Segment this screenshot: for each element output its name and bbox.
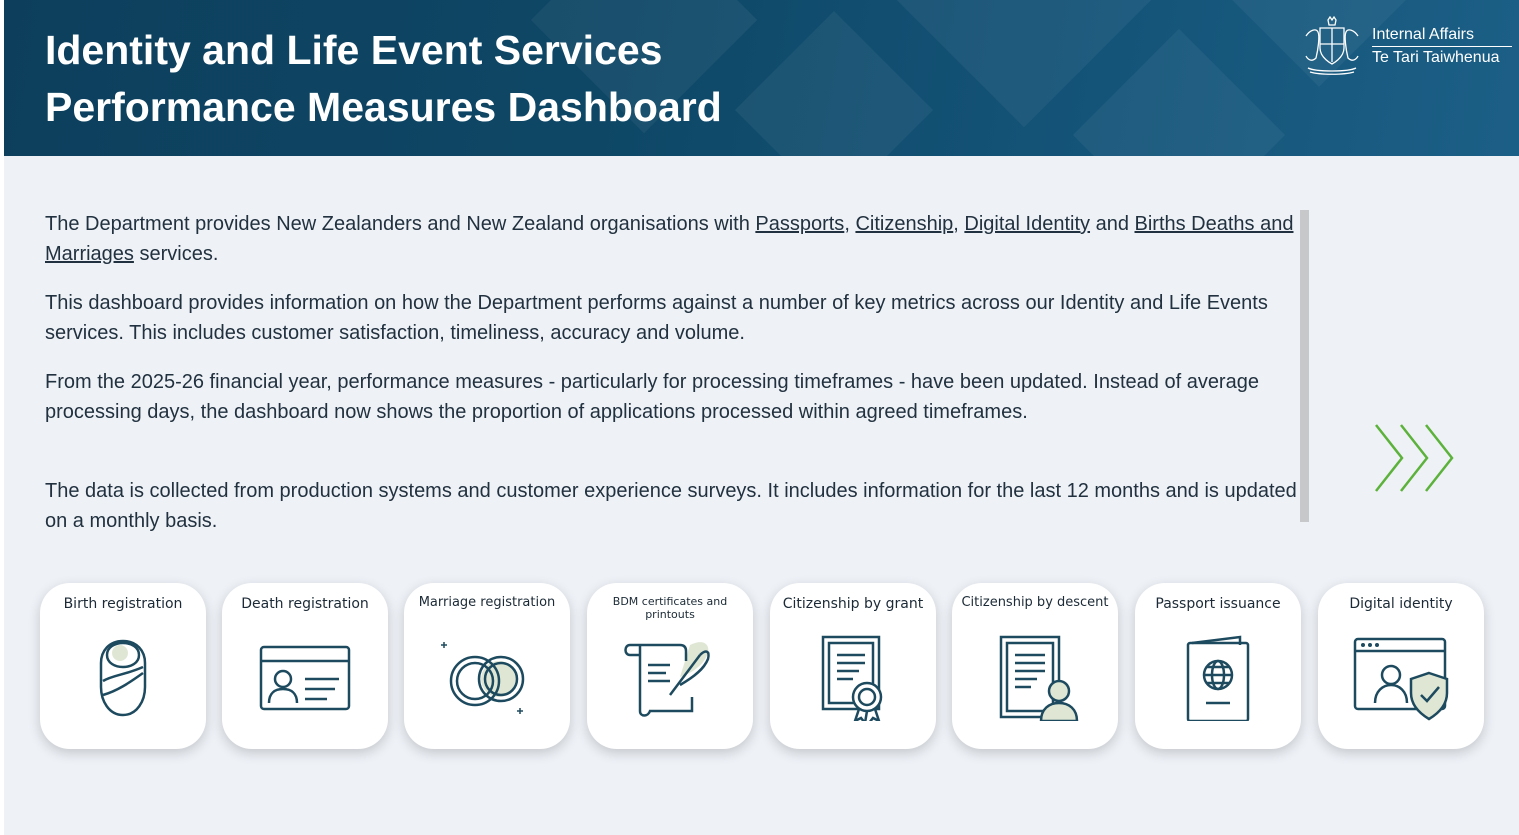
rings-icon [437, 635, 537, 721]
births-deaths-marriages-link[interactable]: Births Deaths and Marriages [45, 213, 1294, 265]
intro-paragraph-3: From the 2025-26 financial year, performance measures - particularly for processing timeframes - have been updated. Instead of average processing days, the dashboard now shows the proportion of applications processed within agreed timeframes. [45, 371, 1259, 423]
tile-label: Death registration [241, 596, 369, 612]
scroll-quill-icon [620, 635, 720, 721]
digital-identity-link[interactable]: Digital Identity [964, 213, 1091, 235]
intro-paragraph-1 [45, 210, 1300, 269]
header-banner [4, 0, 1519, 156]
id-card-icon [255, 635, 355, 721]
tile-label: Citizenship by descent [961, 595, 1109, 610]
tile-passport-issuance[interactable] [1135, 583, 1301, 749]
intro-p1-text: The Department provides New Zealanders and New Zealand organisations with [45, 213, 756, 235]
tile-citizenship-grant[interactable] [770, 583, 936, 749]
intro-paragraph-4: The data is collected from production systems and customer experience surveys. It includes information for the last 12 months and is updated on a monthly basis. [45, 480, 1297, 532]
tile-label: Digital identity [1349, 596, 1453, 612]
tile-label: Birth registration [63, 596, 183, 612]
tile-label: Passport issuance [1155, 596, 1281, 612]
logo-text-english: Internal Affairs [1372, 26, 1474, 43]
page-title [45, 22, 722, 136]
citizenship-link[interactable]: Citizenship [855, 213, 954, 235]
baby-icon [73, 635, 173, 721]
logo-text-maori: Te Tari Taiwhenua [1372, 49, 1500, 66]
digital-identity-icon [1351, 635, 1451, 721]
page [4, 0, 1519, 835]
tile-bdm-certificates[interactable] [587, 583, 753, 749]
intro-p1-sep: , [953, 213, 965, 235]
tile-death-registration[interactable] [222, 583, 388, 749]
certificate-seal-icon [803, 635, 903, 721]
page-title-line2: Performance Measures Dashboard [45, 84, 722, 130]
tile-label: BDM certificates and printouts [612, 595, 728, 621]
passports-link[interactable]: Passports [755, 213, 845, 235]
page-title-line1: Identity and Life Event Services [45, 27, 663, 73]
tile-label: Marriage registration [418, 595, 556, 610]
passport-icon [1168, 635, 1268, 721]
certificate-person-icon [985, 635, 1085, 721]
tile-citizenship-descent[interactable] [952, 583, 1118, 749]
intro-paragraph-2: This dashboard provides information on how the Department performs against a number of key metrics across our Identity and Life Events services. This includes customer satisfaction, timeliness, accuracy and volume. [45, 292, 1268, 344]
logo-divider [1372, 46, 1512, 47]
internal-affairs-logo [1300, 14, 1515, 76]
next-chevrons-icon[interactable] [1372, 423, 1458, 493]
intro-text [45, 210, 1300, 556]
tile-marriage-registration[interactable] [404, 583, 570, 749]
intro-p1-sep: , [844, 213, 856, 235]
coat-of-arms-icon [1300, 16, 1364, 76]
tile-label: Citizenship by grant [782, 596, 924, 612]
tile-digital-identity[interactable] [1318, 583, 1484, 749]
intro-p1-end: services. [133, 242, 219, 265]
tile-birth-registration[interactable] [40, 583, 206, 749]
text-scrollbar[interactable] [1300, 210, 1309, 522]
intro-p1-and: and [1090, 213, 1135, 235]
